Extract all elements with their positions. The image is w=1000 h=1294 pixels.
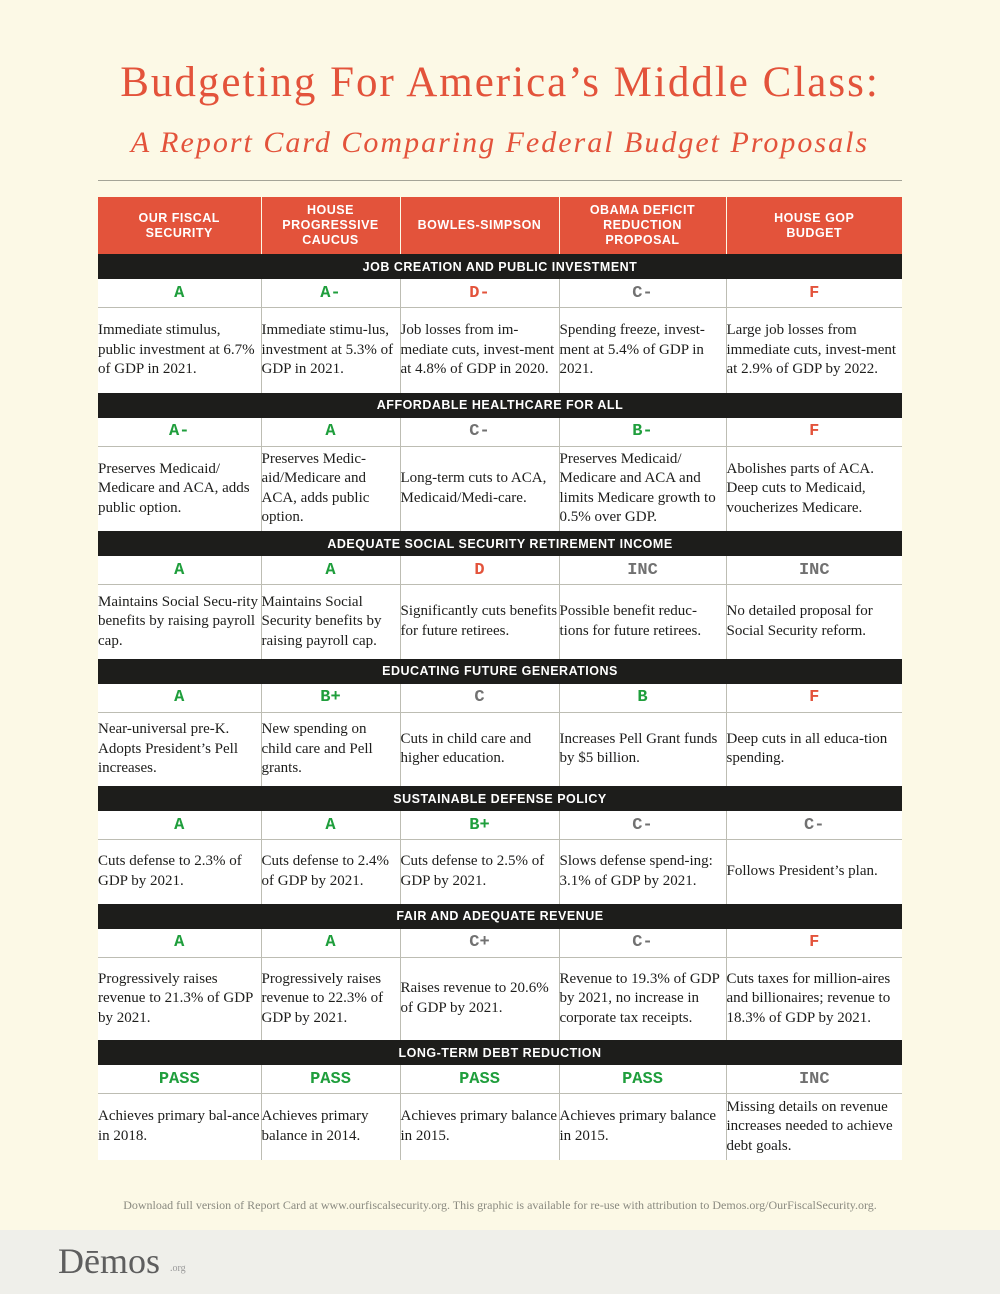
grade-cell: F [726, 418, 902, 447]
description-cell: Large job losses from immediate cuts, invest-ment at 2.9% of GDP by 2022. [726, 308, 902, 393]
description-row [98, 712, 902, 786]
description-cell: New spending on child care and Pell grants. [261, 712, 400, 786]
grade-cell: A- [261, 279, 400, 308]
grade-row [98, 556, 902, 585]
description-cell: Cuts defense to 2.3% of GDP by 2021. [98, 840, 261, 904]
section-header-row [98, 254, 902, 279]
description-row [98, 1094, 902, 1160]
description-cell: Immediate stimu-lus, investment at 5.3% of GDP in 2021. [261, 308, 400, 393]
description-row [98, 585, 902, 659]
demos-logo: Dēmos [58, 1241, 160, 1281]
grade-row [98, 929, 902, 958]
section-title: FAIR AND ADEQUATE REVENUE [98, 904, 902, 929]
section-header-row [98, 393, 902, 418]
description-cell: Follows President’s plan. [726, 840, 902, 904]
grade-cell: C [400, 684, 559, 713]
grade-cell: F [726, 279, 902, 308]
grade-cell: C- [559, 929, 726, 958]
description-cell: Progressively raises revenue to 22.3% of GDP by 2021. [261, 957, 400, 1040]
description-cell: Achieves primary balance in 2015. [559, 1094, 726, 1160]
description-cell: No detailed proposal for Social Security reform. [726, 585, 902, 659]
grade-cell: A [98, 811, 261, 840]
grade-row [98, 279, 902, 308]
description-cell: Cuts defense to 2.5% of GDP by 2021. [400, 840, 559, 904]
description-cell: Achieves primary balance in 2014. [261, 1094, 400, 1160]
grade-cell: A [98, 929, 261, 958]
description-cell: Job losses from im-mediate cuts, invest-ment at 4.8% of GDP in 2020. [400, 308, 559, 393]
demos-logo-suffix: .org [170, 1263, 186, 1274]
column-header: HOUSE GOP BUDGET [726, 197, 902, 254]
grade-cell: A [98, 684, 261, 713]
description-cell: Raises revenue to 20.6% of GDP by 2021. [400, 957, 559, 1040]
grade-cell: PASS [261, 1065, 400, 1094]
column-header-row [98, 197, 902, 254]
section-title: EDUCATING FUTURE GENERATIONS [98, 659, 902, 684]
grade-cell: PASS [400, 1065, 559, 1094]
grade-cell: C+ [400, 929, 559, 958]
grade-row [98, 418, 902, 447]
report-card-body [98, 254, 902, 1160]
section-header-row [98, 904, 902, 929]
grade-cell: A [261, 811, 400, 840]
grade-row [98, 684, 902, 713]
grade-cell: B+ [261, 684, 400, 713]
page-title: Budgeting For America’s Middle Class: [120, 59, 880, 106]
footer-note: Download full version of Report Card at www.ourfiscalsecurity.org. This graphic is available for re-use with attribution to Demos.org/OurFiscalSecurity.org. [123, 1198, 877, 1212]
section-header-row [98, 531, 902, 556]
grade-cell: C- [400, 418, 559, 447]
grade-cell: F [726, 929, 902, 958]
description-cell: Slows defense spend-ing: 3.1% of GDP by 2021. [559, 840, 726, 904]
grade-cell: C- [559, 279, 726, 308]
grade-cell: INC [726, 1065, 902, 1094]
grade-cell: A- [98, 418, 261, 447]
grade-cell: A [98, 556, 261, 585]
grade-cell: C- [559, 811, 726, 840]
description-cell: Increases Pell Grant funds by $5 billion. [559, 712, 726, 786]
section-title: SUSTAINABLE DEFENSE POLICY [98, 786, 902, 811]
description-cell: Long-term cuts to ACA, Medicaid/Medi-care. [400, 446, 559, 531]
column-header: HOUSE PROGRESSIVE CAUCUS [261, 197, 400, 254]
description-cell: Possible benefit reduc-tions for future retirees. [559, 585, 726, 659]
grade-cell: A [261, 929, 400, 958]
grade-cell: F [726, 684, 902, 713]
grade-cell: D [400, 556, 559, 585]
grade-cell: B- [559, 418, 726, 447]
description-cell: Abolishes parts of ACA. Deep cuts to Medicaid, voucherizes Medicare. [726, 446, 902, 531]
description-cell: Missing details on revenue increases needed to achieve debt goals. [726, 1094, 902, 1160]
grade-cell: C- [726, 811, 902, 840]
description-row [98, 308, 902, 393]
divider [98, 180, 902, 181]
grade-row [98, 811, 902, 840]
description-row [98, 957, 902, 1040]
grade-cell: A [98, 279, 261, 308]
page-subtitle: A Report Card Comparing Federal Budget Proposals [130, 126, 870, 159]
section-header-row [98, 659, 902, 684]
grade-cell: INC [559, 556, 726, 585]
description-cell: Achieves primary bal-ance in 2018. [98, 1094, 261, 1160]
section-header-row [98, 1040, 902, 1065]
column-header: OUR FISCAL SECURITY [98, 197, 261, 254]
grade-cell: B+ [400, 811, 559, 840]
description-cell: Significantly cuts benefits for future retirees. [400, 585, 559, 659]
description-cell: Maintains Social Secu-rity benefits by raising payroll cap. [98, 585, 261, 659]
section-title: LONG-TERM DEBT REDUCTION [98, 1040, 902, 1065]
grade-row [98, 1065, 902, 1094]
grade-cell: A [261, 418, 400, 447]
section-title: ADEQUATE SOCIAL SECURITY RETIREMENT INCOME [98, 531, 902, 556]
grade-cell: INC [726, 556, 902, 585]
section-title: JOB CREATION AND PUBLIC INVESTMENT [98, 254, 902, 279]
description-cell: Cuts defense to 2.4% of GDP by 2021. [261, 840, 400, 904]
description-cell: Progressively raises revenue to 21.3% of GDP by 2021. [98, 957, 261, 1040]
section-title: AFFORDABLE HEALTHCARE FOR ALL [98, 393, 902, 418]
column-header: OBAMA DEFICIT REDUCTION PROPOSAL [559, 197, 726, 254]
description-cell: Immediate stimulus, public investment at 6.7% of GDP in 2021. [98, 308, 261, 393]
grade-cell: PASS [559, 1065, 726, 1094]
report-card-table [98, 197, 902, 1160]
description-cell: Preserves Medicaid/ Medicare and ACA and limits Medicare growth to 0.5% over GDP. [559, 446, 726, 531]
section-header-row [98, 786, 902, 811]
description-cell: Deep cuts in all educa-tion spending. [726, 712, 902, 786]
grade-cell: D- [400, 279, 559, 308]
grade-cell: PASS [98, 1065, 261, 1094]
description-cell: Near-universal pre-K. Adopts President’s Pell increases. [98, 712, 261, 786]
description-cell: Preserves Medic-aid/Medicare and ACA, adds public option. [261, 446, 400, 531]
description-cell: Achieves primary balance in 2015. [400, 1094, 559, 1160]
column-header: BOWLES-SIMPSON [400, 197, 559, 254]
description-cell: Cuts in child care and higher education. [400, 712, 559, 786]
description-row [98, 840, 902, 904]
description-cell: Maintains Social Security benefits by raising payroll cap. [261, 585, 400, 659]
description-cell: Revenue to 19.3% of GDP by 2021, no increase in corporate tax receipts. [559, 957, 726, 1040]
description-cell: Preserves Medicaid/ Medicare and ACA, adds public option. [98, 446, 261, 531]
description-cell: Cuts taxes for million-aires and billionaires; revenue to 18.3% of GDP by 2021. [726, 957, 902, 1040]
description-row [98, 446, 902, 531]
description-cell: Spending freeze, invest-ment at 5.4% of GDP in 2021. [559, 308, 726, 393]
grade-cell: A [261, 556, 400, 585]
grade-cell: B [559, 684, 726, 713]
